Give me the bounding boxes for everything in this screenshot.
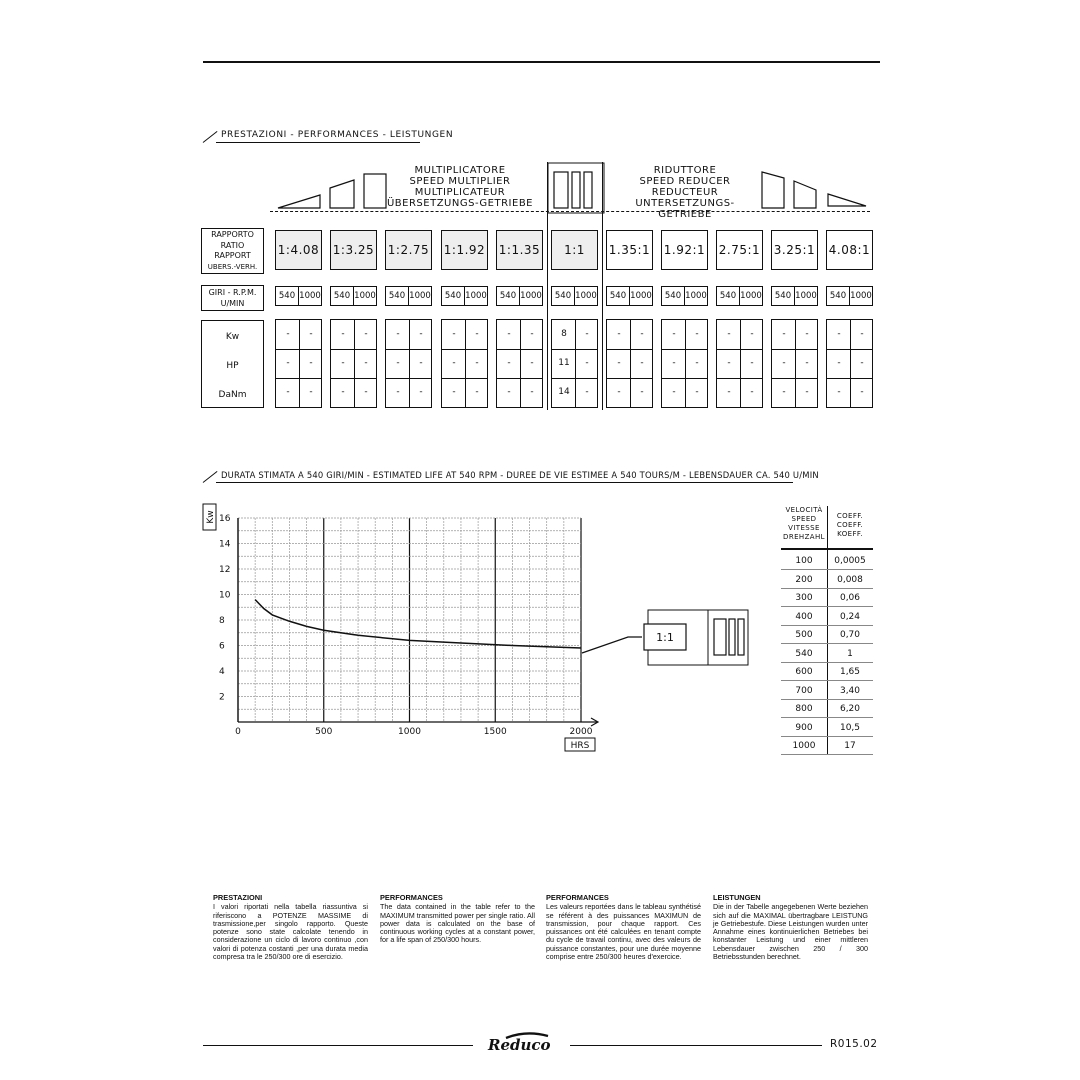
value-row-divider — [772, 349, 817, 350]
value-cell-hp: - — [672, 358, 676, 368]
rpm-value: 1000 — [849, 287, 872, 305]
value-row-divider — [607, 378, 652, 379]
value-cell-hp: - — [750, 358, 754, 368]
rpm-value: 540 — [499, 291, 517, 301]
rpm-value: 540 — [333, 291, 351, 301]
y-tick-label: 6 — [219, 641, 225, 652]
rpm-value: 540 — [444, 291, 462, 301]
note-title: PERFORMANCES — [380, 893, 443, 902]
coefficient-row — [781, 663, 873, 681]
value-cell-hp: - — [341, 358, 345, 368]
value-row-divider — [607, 349, 652, 350]
speed-header-de: DREHZAHL — [783, 533, 825, 541]
multiplier-it: MULTIPLICATORE — [414, 165, 506, 176]
coefficient-row — [781, 552, 873, 570]
value-cell-kw: - — [695, 329, 699, 339]
coefficient-row — [781, 589, 873, 607]
value-cell-kw: - — [309, 329, 313, 339]
speed-value: 800 — [795, 704, 813, 714]
ratio-box: 1:1.92 — [441, 230, 488, 270]
rpm-value: 1000 — [574, 287, 597, 305]
note-title: PERFORMANCES — [546, 893, 609, 902]
y-tick-label: 12 — [219, 565, 231, 575]
value-cell-danm: - — [309, 387, 313, 397]
note-column — [713, 894, 868, 961]
multiplier-en: SPEED MULTIPLIER — [409, 176, 511, 187]
coefficient-row — [781, 700, 873, 718]
value-cell-kw: - — [396, 329, 400, 339]
value-row-divider — [276, 349, 321, 350]
rpm-box — [551, 286, 598, 306]
value-cell-danm: - — [727, 387, 731, 397]
coefficient-row — [781, 737, 873, 755]
coeff-value: 0,24 — [839, 611, 861, 622]
brand-name: Reduco — [488, 1036, 551, 1054]
value-cell-hp: - — [396, 358, 400, 368]
rpm-value: 1000 — [298, 287, 321, 305]
ratio-label-de: UBERS.-VERH. — [207, 262, 258, 271]
value-box — [716, 319, 763, 408]
rpm-value: 1000 — [794, 287, 817, 305]
coeff-value: 0,06 — [839, 593, 861, 603]
rpm-value: 540 — [829, 291, 847, 301]
value-cell-hp: 11 — [558, 358, 570, 368]
x-tick-label: 1000 — [398, 727, 421, 737]
value-cell-danm: - — [475, 387, 479, 397]
rpm-box — [385, 286, 432, 306]
speed-value: 400 — [795, 611, 813, 622]
value-box — [385, 319, 432, 408]
value-cell-danm: - — [672, 387, 676, 397]
value-cell-kw: - — [672, 329, 676, 339]
ratio-box: 1.35:1 — [606, 230, 653, 270]
ratio-box: 1:4.08 — [275, 230, 322, 270]
speed-header-it: VELOCITÀ — [785, 506, 823, 514]
divider-right — [602, 162, 603, 410]
value-cell-kw: - — [286, 329, 290, 339]
speed-value: 100 — [795, 556, 813, 566]
value-box — [771, 319, 818, 408]
speed-value: 1000 — [792, 741, 816, 751]
coeff-value: 0,0005 — [834, 556, 866, 566]
value-cell-danm: - — [452, 387, 456, 397]
row-label-danm: DaNm — [218, 390, 247, 400]
speed-header — [781, 506, 827, 542]
value-cell-hp: - — [695, 358, 699, 368]
rpm-value: 540 — [388, 291, 406, 301]
value-cell-danm: - — [695, 387, 699, 397]
x-tick-label: 2000 — [569, 727, 593, 737]
gear-shapes-icon — [270, 160, 880, 216]
life-curve — [255, 600, 581, 648]
rpm-value: 540 — [774, 291, 792, 301]
rpm-box — [606, 286, 653, 306]
coeff-value: 0,008 — [837, 574, 863, 585]
ratio-box: 1:1.35 — [496, 230, 543, 270]
footer-rule-left — [203, 1045, 473, 1046]
coefficient-row — [781, 719, 873, 737]
speed-header-en: SPEED — [791, 515, 817, 523]
reducer-it: RIDUTTORE — [653, 165, 717, 176]
header-dash-line — [270, 211, 870, 213]
value-cell-hp: - — [286, 358, 290, 368]
coefficient-row — [781, 608, 873, 626]
multiplier-de: ÜBERSETZUNGS-GETRIEBE — [386, 198, 533, 209]
value-box — [826, 319, 873, 408]
rpm-box — [441, 286, 488, 306]
coefficient-row-rule — [781, 754, 873, 755]
rpm-box — [716, 286, 763, 306]
coeff-value: 10,5 — [839, 722, 861, 733]
rpm-value: 1000 — [519, 287, 542, 305]
rpm-value: 1000 — [408, 287, 431, 305]
multiplier-fr: MULTIPLICATEUR — [414, 187, 506, 198]
value-cell-kw: - — [640, 329, 644, 339]
value-cell-kw: - — [364, 329, 368, 339]
value-cell-hp: - — [805, 358, 809, 368]
value-cell-hp: - — [782, 358, 786, 368]
rpm-value: 540 — [554, 291, 572, 301]
value-cell-hp: - — [585, 358, 589, 368]
note-text: The data contained in the table refer to the MAXIMUM transmitted power per single ratio. All power data is calculated on the base of continuous working cycles at a constant power, for a life span of 250/300 hours. — [380, 902, 535, 945]
reducer-en: SPEED REDUCER — [639, 176, 731, 187]
note-text: Die in der Tabelle angegebenen Werte beziehen sich auf die MAXIMAL übertragbare LEISTUNG je Getriebestufe. Diese Leistungen wurden unter Annahme eines kontinuierlichen Betriebes bei konstanter Leistung und einer mittleren Lebensdauer zwischen 250 / 300 Betriebsstunden berechnet. — [713, 902, 868, 962]
note-column — [546, 894, 701, 961]
row-label-hp: HP — [226, 361, 239, 371]
coeff-value: 3,40 — [839, 685, 861, 696]
coeff-header-it: COEFF. — [836, 512, 864, 520]
value-cell-hp: - — [309, 358, 313, 368]
y-tick-label: 4 — [219, 667, 225, 677]
reducer-de: UNTERSETZUNGS-GETRIEBE — [635, 198, 735, 220]
y-tick-label: 8 — [219, 616, 225, 626]
value-cell-hp: - — [475, 358, 479, 368]
coefficient-row — [781, 571, 873, 589]
value-row-divider — [497, 378, 542, 379]
speed-value: 200 — [795, 574, 813, 585]
rpm-value: 1000 — [684, 287, 707, 305]
value-row-divider — [552, 349, 597, 350]
value-cell-danm: - — [617, 387, 621, 397]
value-box — [275, 319, 322, 408]
value-row-divider — [662, 349, 707, 350]
value-cell-hp: - — [452, 358, 456, 368]
life-title: DURATA STIMATA A 540 GIRI/MIN - ESTIMATED LIFE AT 540 RPM - DUREE DE VIE ESTIMEE A 540 TOURS/M - LEBENSDAUER CA. 540 U/MIN — [221, 470, 819, 480]
row-label-kw: Kw — [225, 332, 240, 342]
life-ratio-box: 1:1 — [656, 630, 674, 644]
brand-logo — [478, 1032, 563, 1056]
value-cell-kw: - — [452, 329, 456, 339]
value-cell-kw: - — [617, 329, 621, 339]
value-cell-hp: - — [617, 358, 621, 368]
ratio-label-en: RATIO — [220, 240, 245, 250]
value-cell-hp: - — [530, 358, 534, 368]
speed-value: 600 — [795, 667, 813, 677]
value-cell-danm: - — [860, 387, 864, 397]
value-row-divider — [827, 349, 872, 350]
ratio-label — [201, 228, 264, 274]
ratio-box: 1.92:1 — [661, 230, 708, 270]
coeff-value: 17 — [844, 741, 856, 751]
value-row-divider — [442, 349, 487, 350]
rpm-value: 1000 — [739, 287, 762, 305]
value-cell-hp: - — [507, 358, 511, 368]
value-cell-hp: - — [860, 358, 864, 368]
ratio-box: 4.08:1 — [826, 230, 873, 270]
value-cell-danm: - — [341, 387, 345, 397]
x-axis-label: HRS — [570, 741, 590, 751]
rpm-box — [661, 286, 708, 306]
value-box — [551, 319, 598, 408]
rpm-value: 1000 — [629, 287, 652, 305]
value-cell-kw: - — [805, 329, 809, 339]
note-text: I valori riportati nella tabella riassuntiva si riferiscono a POTENZE MASSIME di trasmissione,per singolo rapporto. Queste potenze sono state calcolate tenendo in considerazione un ciclo di lavoro continuo ,con valori di potenza costanti ,per una durata media compresa tra le 250/300 ore di esercizio. — [213, 902, 368, 962]
value-cell-hp: - — [419, 358, 423, 368]
reducer-fr: REDUCTEUR — [651, 187, 719, 198]
speed-header-fr: VITESSE — [788, 524, 820, 532]
coefficient-row — [781, 645, 873, 663]
coeff-header — [829, 512, 871, 539]
value-cell-hp: - — [640, 358, 644, 368]
value-cell-kw: - — [782, 329, 786, 339]
value-cell-danm: - — [750, 387, 754, 397]
note-title: PRESTAZIONI — [213, 893, 263, 902]
y-tick-label: 14 — [219, 539, 231, 550]
value-cell-kw: 8 — [561, 329, 567, 339]
ratio-box: 3.25:1 — [771, 230, 818, 270]
ratio-box: 1:1 — [551, 230, 598, 270]
life-chart — [195, 500, 615, 755]
value-cell-hp: - — [837, 358, 841, 368]
value-cell-danm: - — [782, 387, 786, 397]
ratio-label-fr: RAPPORT — [214, 251, 251, 260]
rpm-box — [330, 286, 377, 306]
footer-rule-right — [570, 1045, 822, 1046]
rpm-label — [201, 285, 264, 311]
coeff-value: 0,70 — [839, 630, 861, 640]
value-cell-danm: - — [507, 387, 511, 397]
rpm-label-de: U/MIN — [220, 299, 245, 308]
rpm-value: 1000 — [464, 287, 487, 305]
note-title: LEISTUNGEN — [713, 893, 761, 902]
value-cell-kw: - — [837, 329, 841, 339]
value-cell-danm: - — [396, 387, 400, 397]
value-row-divider — [772, 378, 817, 379]
value-cell-danm: - — [805, 387, 809, 397]
value-cell-kw: - — [341, 329, 345, 339]
divider-left — [547, 162, 548, 410]
speed-value: 540 — [795, 648, 813, 659]
value-cell-kw: - — [530, 329, 534, 339]
value-cell-kw: - — [750, 329, 754, 339]
value-box — [496, 319, 543, 408]
x-tick-label: 0 — [235, 727, 241, 737]
rpm-box — [275, 286, 322, 306]
value-row-divider — [331, 349, 376, 350]
rpm-value: 1000 — [353, 287, 376, 305]
x-tick-label: 1500 — [483, 727, 507, 737]
rpm-value: 540 — [278, 291, 296, 301]
value-cell-danm: 14 — [558, 387, 570, 397]
coeff-header-en: COEFF. — [836, 521, 864, 529]
note-column — [213, 894, 368, 961]
value-row-divider — [276, 378, 321, 379]
speed-value: 900 — [795, 722, 813, 733]
value-cell-kw: - — [507, 329, 511, 339]
ratio-box: 1:2.75 — [385, 230, 432, 270]
coeff-value: 1,65 — [839, 667, 861, 677]
coeff-value: 6,20 — [839, 704, 861, 714]
value-row-divider — [386, 349, 431, 350]
value-cell-kw: - — [727, 329, 731, 339]
coefficient-row — [781, 682, 873, 700]
value-box — [441, 319, 488, 408]
rpm-box — [826, 286, 873, 306]
top-rule — [203, 61, 880, 63]
rpm-box — [771, 286, 818, 306]
value-cell-danm: - — [640, 387, 644, 397]
value-cell-hp: - — [364, 358, 368, 368]
coefficient-row — [781, 626, 873, 644]
title-underline — [216, 142, 420, 143]
rpm-value: 540 — [664, 291, 682, 301]
y-tick-label: 10 — [219, 590, 231, 601]
value-cell-danm: - — [585, 387, 589, 397]
y-tick-label: 2 — [219, 692, 225, 703]
value-cell-kw: - — [475, 329, 479, 339]
performances-title: PRESTAZIONI - PERFORMANCES - LEISTUNGEN — [221, 130, 454, 140]
value-cell-danm: - — [419, 387, 423, 397]
rpm-value: 540 — [609, 291, 627, 301]
value-cell-hp: - — [727, 358, 731, 368]
value-row-divider — [497, 349, 542, 350]
document-code: R015.02 — [830, 1038, 878, 1050]
coeff-header-de: KOEFF. — [837, 530, 863, 538]
value-row-divider — [827, 378, 872, 379]
value-cell-kw: - — [585, 329, 589, 339]
value-cell-danm: - — [364, 387, 368, 397]
value-row-divider — [386, 378, 431, 379]
rpm-box — [496, 286, 543, 306]
y-tick-label: 16 — [219, 514, 231, 524]
speed-value: 500 — [795, 630, 813, 640]
value-box — [330, 319, 377, 408]
value-cell-danm: - — [837, 387, 841, 397]
x-tick-label: 500 — [315, 727, 333, 737]
value-cell-danm: - — [530, 387, 534, 397]
values-label — [201, 320, 264, 408]
value-cell-danm: - — [286, 387, 290, 397]
value-cell-kw: - — [419, 329, 423, 339]
life-title-underline — [216, 482, 793, 483]
speed-value: 700 — [795, 685, 813, 696]
value-row-divider — [552, 378, 597, 379]
note-column — [380, 894, 535, 945]
value-row-divider — [662, 378, 707, 379]
value-row-divider — [717, 378, 762, 379]
value-row-divider — [717, 349, 762, 350]
rpm-value: 540 — [719, 291, 737, 301]
ratio-box: 1:3.25 — [330, 230, 377, 270]
ratio-box: 2.75:1 — [716, 230, 763, 270]
y-axis-label: Kw — [206, 510, 216, 524]
rpm-label-en: GIRI - R.P.M. — [208, 288, 257, 297]
value-row-divider — [331, 378, 376, 379]
speed-value: 300 — [795, 593, 813, 603]
ratio-label-it: RAPPORTO — [211, 230, 254, 239]
note-text: Les valeurs reportées dans le tableau synthétisé se référent à des puissances MAXIMUN de transmission, pour chaque rapport. Ces puissances ont été calculées en tenant compte du cycle de travail continu, avec des valeurs de puissance constantes, pour une durée moyenne comprise entre 250/300 heures d'exercice. — [546, 902, 701, 962]
value-cell-kw: - — [860, 329, 864, 339]
coeff-value: 1 — [847, 648, 853, 659]
value-row-divider — [442, 378, 487, 379]
value-box — [661, 319, 708, 408]
value-box — [606, 319, 653, 408]
